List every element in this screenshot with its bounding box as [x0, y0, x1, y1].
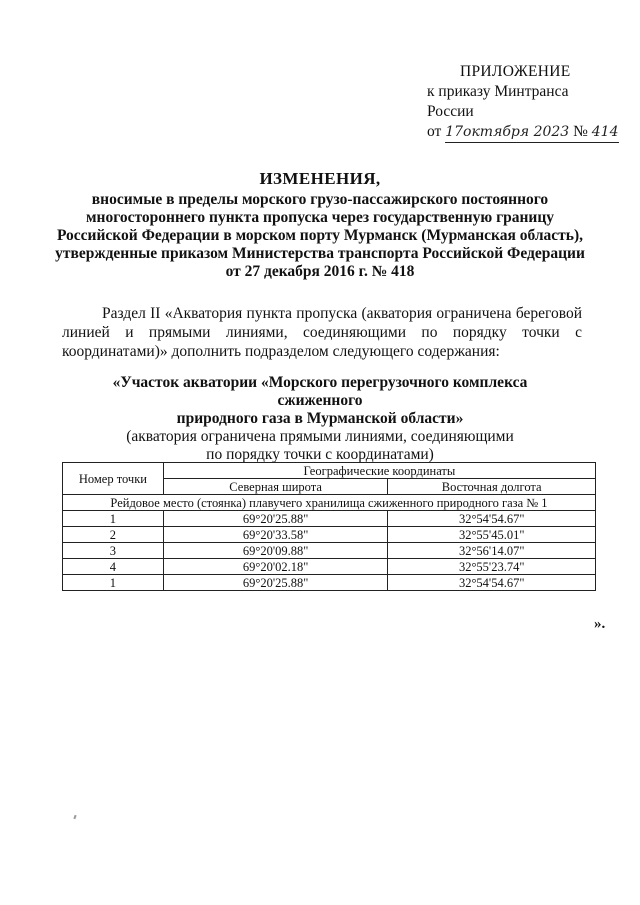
header-point-number: Номер точки	[63, 463, 164, 495]
heading-line: утвержденные приказом Министерства транспорта Российской Федерации	[55, 245, 585, 262]
appendix-block	[415, 62, 619, 143]
table-row	[63, 511, 596, 527]
heading-line: вносимые в пределы морского грузо-пассажирского постоянного	[91, 191, 549, 208]
longitude-cell: 32°54'54.67"	[388, 575, 596, 591]
latitude-cell: 69°20'25.88"	[163, 511, 388, 527]
appendix-title: ПРИЛОЖЕНИЕ	[460, 63, 571, 80]
date-prefix: от	[427, 123, 442, 140]
coordinates-table	[62, 462, 596, 591]
heading-line: многостороннего пункта пропуска через государственную границу	[85, 209, 555, 226]
appendix-order-ref: к приказу Минтранса России	[427, 83, 569, 120]
latitude-cell: 69°20'33.58"	[163, 527, 388, 543]
header-latitude: Северная широта	[163, 479, 388, 495]
longitude-cell: 32°55'23.74"	[388, 559, 596, 575]
document-heading	[40, 170, 600, 281]
table-row	[63, 543, 596, 559]
table-row	[63, 575, 596, 591]
section-normal-line: по порядку точки с координатами)	[206, 446, 434, 463]
table-subtitle: Рейдовое место (стоянка) плавучего хранилища сжиженного природного газа № 1	[63, 495, 596, 511]
header-geo-coordinates: Географические координаты	[163, 463, 595, 479]
header-longitude: Восточная долгота	[388, 479, 596, 495]
longitude-cell: 32°56'14.07"	[388, 543, 596, 559]
heading-title: ИЗМЕНЕНИЯ,	[259, 169, 381, 188]
section-bold-line: природного газа в Мурманской области»	[176, 410, 464, 427]
heading-line: от 27 декабря 2016 г. № 418	[225, 263, 415, 280]
section-bold-line: «Участок акватории «Морского перегрузочного комплекса сжиженного	[112, 374, 528, 409]
date-underline	[445, 122, 618, 143]
table-row	[63, 559, 596, 575]
longitude-cell: 32°55'45.01"	[388, 527, 596, 543]
appendix-date-line	[415, 122, 619, 143]
point-number-cell: 3	[63, 543, 164, 559]
table-row	[63, 527, 596, 543]
latitude-cell: 69°20'09.88"	[163, 543, 388, 559]
section-title	[70, 374, 570, 464]
point-number-cell: 1	[63, 511, 164, 527]
scan-artifact	[73, 815, 76, 819]
section-normal-line: (акватория ограничена прямыми линиями, соединяющими	[126, 428, 514, 445]
point-number-cell: 4	[63, 559, 164, 575]
point-number-cell: 2	[63, 527, 164, 543]
latitude-cell: 69°20'25.88"	[163, 575, 388, 591]
point-number-cell: 1	[63, 575, 164, 591]
closing-quote: ».	[594, 616, 606, 632]
handwritten-number: 414	[591, 124, 619, 140]
paragraph-text: Раздел II «Акватория пункта пропуска (акватория ограничена береговой линией и прямыми линиями, соединяющими по порядку точки с координатами)» дополнить подразделом следующего содержания:	[62, 305, 582, 360]
handwritten-date: 17октября 2023	[445, 124, 570, 140]
longitude-cell: 32°54'54.67"	[388, 511, 596, 527]
heading-line: Российской Федерации в морском порту Мурманск (Мурманская область),	[56, 227, 584, 244]
latitude-cell: 69°20'02.18"	[163, 559, 388, 575]
number-prefix: №	[573, 123, 588, 140]
body-paragraph	[62, 304, 582, 361]
